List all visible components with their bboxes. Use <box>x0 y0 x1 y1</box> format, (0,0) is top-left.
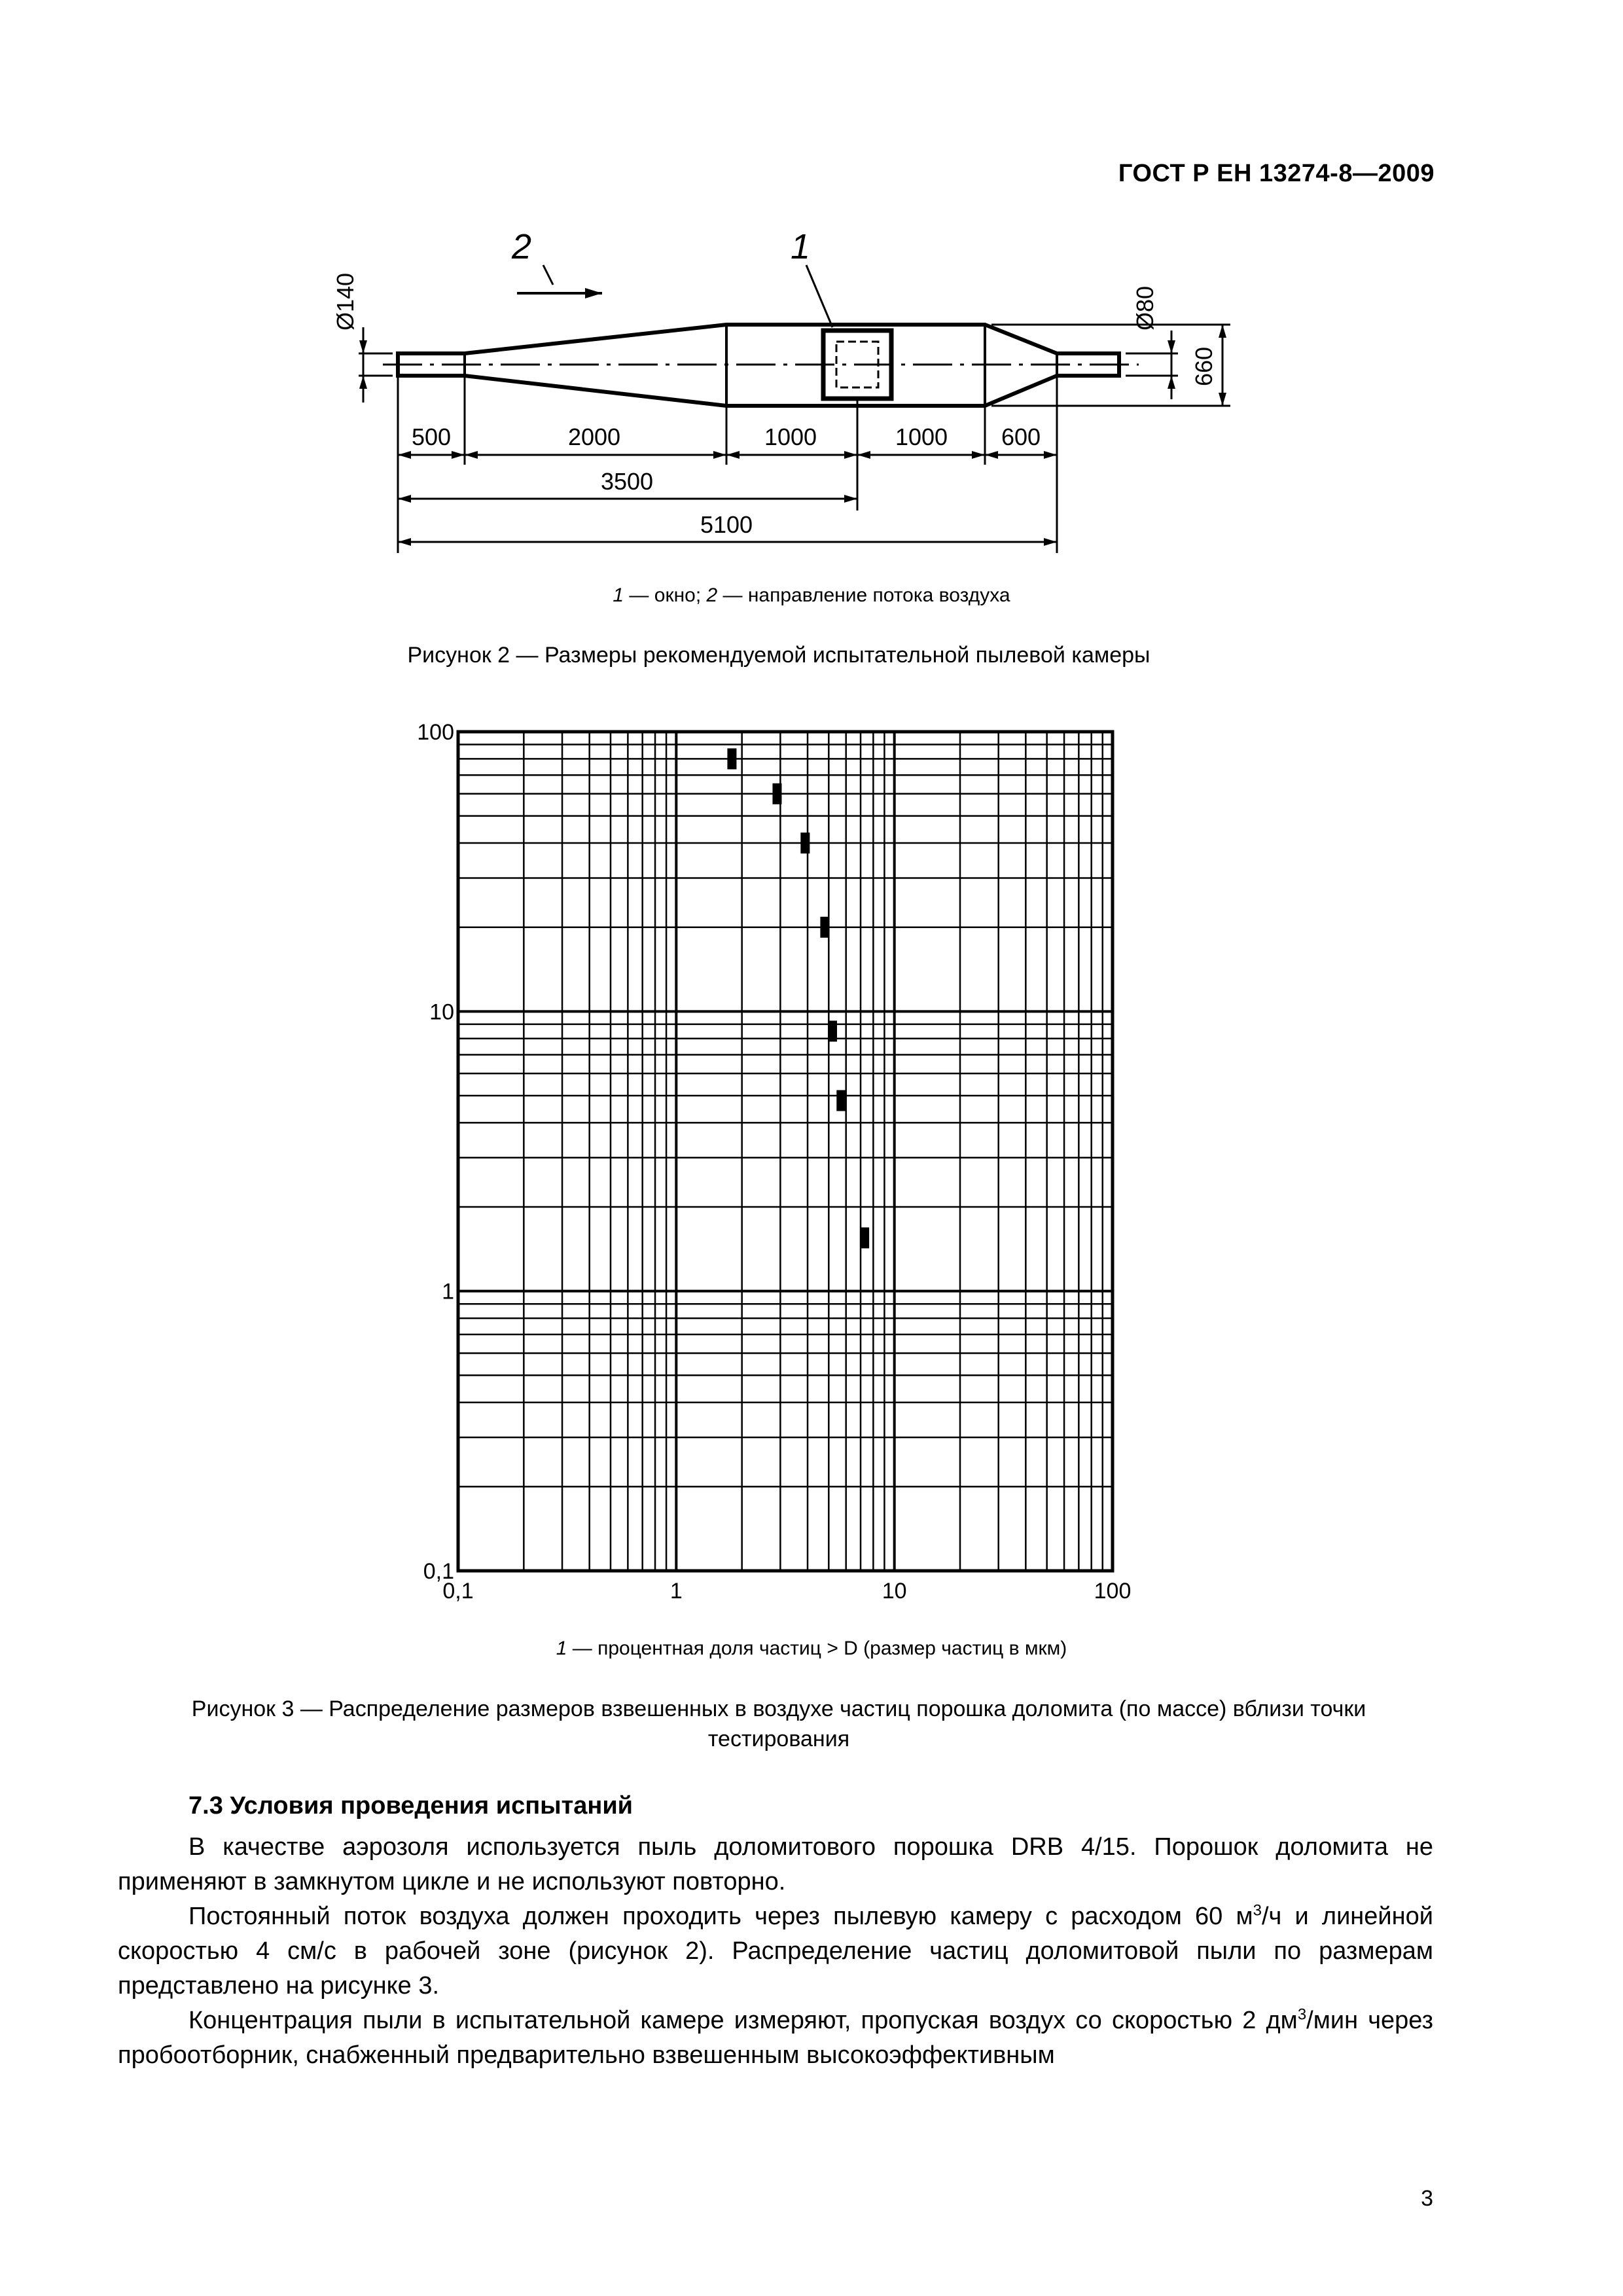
legend-text-1: — окно; <box>624 584 707 606</box>
callout-2: 2 <box>512 227 532 266</box>
legend-text-2: — направление потока воздуха <box>717 584 1010 606</box>
legend-num-2: 2 <box>706 584 718 606</box>
y-tick-label: 10 <box>429 999 454 1025</box>
figure-2-legend <box>0 584 1623 607</box>
dim-2000: 2000 <box>567 423 621 450</box>
section-title: 7.3 Условия проведения испытаний <box>188 1792 633 1820</box>
dim-1000-left: 1000 <box>764 423 817 450</box>
data-point <box>772 783 781 804</box>
paragraph-2 <box>118 1899 1433 2003</box>
paragraph-2-sup: 3 <box>1253 1901 1262 1920</box>
data-point <box>727 748 736 769</box>
x-tick-label: 0,1 <box>442 1579 474 1604</box>
dim-3500: 3500 <box>600 468 654 495</box>
figure-3-caption-line-2: тестирования <box>707 1727 850 1751</box>
data-point <box>860 1227 869 1248</box>
dim-1000-right: 1000 <box>895 423 948 450</box>
figure-2-caption: Рисунок 2 — Размеры рекомендуемой испытательной пылевой камеры <box>407 643 1150 668</box>
paragraph-3-part-b: /мин через пробоотборник, снабженный предварительно взвешенным высокоэффективным <box>118 2007 1433 2069</box>
paragraph-3 <box>118 2003 1433 2073</box>
x-tick-label: 100 <box>1094 1579 1132 1604</box>
figure-3-caption-line-1: Рисунок 3 — Распределение размеров взвешенных в воздухе частиц порошка доломита (по массе) вблизи точки <box>191 1696 1366 1721</box>
data-point <box>800 833 810 853</box>
x-tick-label: 1 <box>669 1579 683 1604</box>
dim-660: 660 <box>1190 346 1217 386</box>
dim-500: 500 <box>411 423 452 450</box>
chart-data-points <box>727 748 869 1248</box>
page-number: 3 <box>1421 2186 1433 2211</box>
paragraph-1: В качестве аэрозоля используется пыль доломитового порошка DRB 4/15. Порошок доломита не применяют в замкнутом цикле и не используют повторно. <box>118 1833 1433 1895</box>
x-tick-label: 10 <box>882 1579 907 1604</box>
y-tick-label: 100 <box>417 720 454 745</box>
legend-num-1: 1 <box>613 584 624 606</box>
dim-diameter-80: Ø80 <box>1132 285 1158 331</box>
figure-3-legend-num: 1 <box>556 1638 567 1659</box>
figure-3-chart <box>0 713 1623 1630</box>
data-point <box>820 917 829 938</box>
figure-3-caption <box>111 1694 1446 1754</box>
figure-3-legend <box>0 1638 1623 1660</box>
paragraph-2-part-b: /ч и линейной скоростью 4 см/с в рабочей зоне (рисунок 2). Распределение частиц доломитовой пыли по размерам представлено на рисунке 3. <box>118 1903 1433 2000</box>
dim-5100: 5100 <box>700 511 753 538</box>
data-point <box>828 1020 837 1041</box>
paragraph-3-sup: 3 <box>1297 2005 1307 2024</box>
paragraph-2-part-a: Постоянный поток воздуха должен проходить через пылевую камеру с расходом 60 м <box>188 1903 1253 1930</box>
document-code: ГОСТ Р ЕН 13274-8—2009 <box>1118 160 1435 187</box>
chart-grid <box>458 732 1113 1571</box>
y-tick-label: 1 <box>442 1279 454 1304</box>
dim-600: 600 <box>1001 423 1041 450</box>
figure-3-legend-text: — процентная доля частиц > D (размер частиц в мкм) <box>567 1638 1067 1659</box>
chart-frame <box>458 732 1113 1571</box>
callout-1: 1 <box>791 227 811 266</box>
figure-2-drawing <box>0 216 1623 583</box>
y-tick-label: 0,1 <box>423 1559 454 1584</box>
paragraph-3-part-a: Концентрация пыли в испытательной камере измеряют, пропуская воздух со скоростью 2 дм <box>188 2007 1298 2034</box>
dim-diameter-140: Ø140 <box>332 272 359 331</box>
data-point <box>836 1090 846 1111</box>
